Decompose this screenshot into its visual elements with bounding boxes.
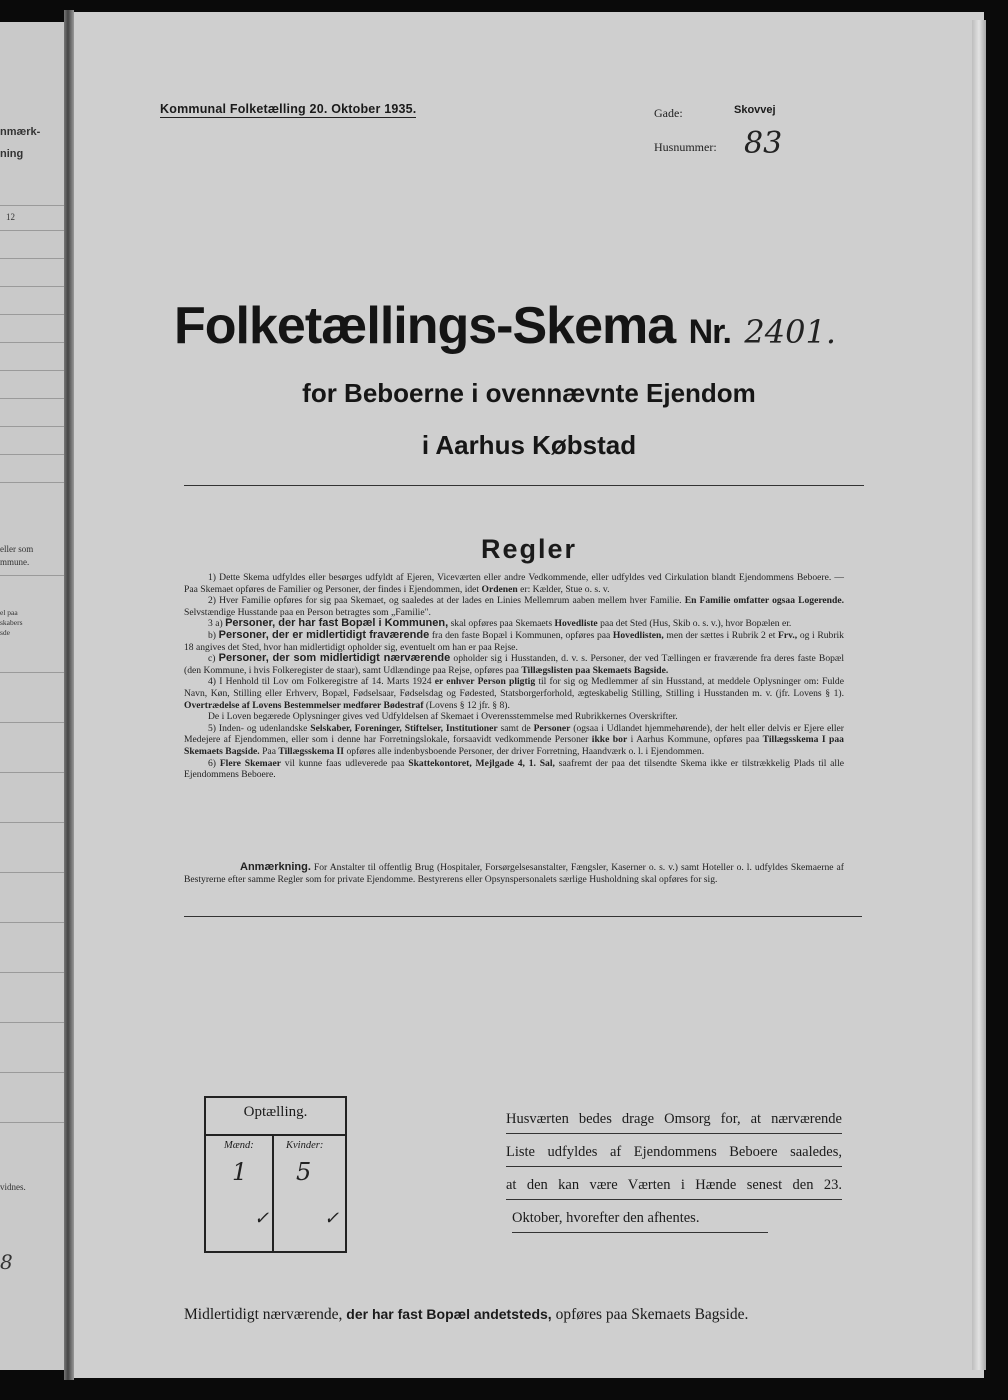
left-text: vidnes. bbox=[0, 1182, 26, 1192]
rules-heading: Regler bbox=[480, 534, 578, 564]
form-number-value: 2401. bbox=[744, 313, 837, 351]
left-rule bbox=[0, 922, 64, 923]
left-rule bbox=[0, 972, 64, 973]
left-rule bbox=[0, 370, 64, 371]
divider bbox=[184, 916, 862, 917]
left-text: mmune. bbox=[0, 557, 30, 567]
footer-note-start: Midlertidigt nærværende, bbox=[184, 1306, 343, 1323]
tally-men-label: Mænd: bbox=[224, 1140, 254, 1151]
left-rule bbox=[0, 822, 64, 823]
landlord-notice-line: Oktober, hvorefter den afhentes. bbox=[512, 1204, 768, 1233]
left-rule bbox=[0, 872, 64, 873]
left-rule bbox=[0, 230, 64, 231]
left-rule bbox=[0, 1022, 64, 1023]
house-number-value: 83 bbox=[744, 126, 783, 161]
form-title-text: Folketællings-Skema bbox=[174, 297, 676, 355]
footer-note bbox=[184, 1306, 864, 1324]
tally-check-icon: ✓ bbox=[324, 1208, 340, 1229]
left-col-num: 12 bbox=[6, 212, 15, 222]
left-rule bbox=[0, 772, 64, 773]
left-rule bbox=[0, 1072, 64, 1073]
left-scribble: 8 bbox=[0, 1250, 13, 1274]
tally-check-icon: ✓ bbox=[254, 1208, 270, 1229]
left-rule bbox=[0, 575, 64, 576]
left-rule bbox=[0, 1122, 64, 1123]
left-rule bbox=[0, 672, 64, 673]
rules-text: 1) Dette Skema udfyldes eller besørges udfyldt af Ejeren, Viceværten eller andre Vedkommende, eller udfyldes ved Cirkulation blandt Ejendommens Beboere. — Paa Skemaet opføres de Familier og Personer, der findes i Ejendommen, idet Ordenen er: Kælder, Stue o. s. v. 2) Hver Familie opføres for sig paa Skemaet, og saaledes at der lades en Linies Mellemrum aaben mellem hver Familie. En Familie omfatter ogsaa Logerende. Selvstændige Husstande paa en Person betragtes som „Familie". 3 a) Personer, der har fast Bopæl i Kommunen, skal opføres paa Skemaets Hovedliste paa det Sted (Hus, Skib o. s. v.), hvor Bopælen er. b) Personer, der er midlertidigt fraværende fra den faste Bopæl i Kommunen, opføres paa Hovedlisten, men der sættes i Rubrik 2 et Frv., og i Rubrik 18 angives det Sted, hvor han midlertidigt opholder sig, eventuelt om han er paa Rejse. c) Personer, der som midlertidigt nærværende opholder sig i Husstanden, d. v. s. Personer, der ved Tællingen er fraværende fra deres faste Bopæl (den Kommune, i hvis Folkeregister de staar), samt Udlændinge paa Rejse, opføres paa Tillægslisten paa Skemaets Bagside. 4) I Henhold til Lov om Folkeregistre af 14. Marts 1924 er enhver Person pligtig til for sig og Medlemmer af sin Husstand, at meddele Oplysninger om: Fulde Navn, Køn, Stilling eller Erhverv, Bopæl, Fødselsaar, Fødselsdag og Fødested, Statsborgerforhold, ægteskabelig Stilling, Stilling i Husstanden m. v. (jfr. Lovens § 1). Overtrædelse af Lovens Bestemmelser medfører Bødestraf (Lovens § 12 jfr. § 8). De i Loven begærede Oplysninger gives ved Udfyldelsen af Skemaet i Overensstemmelse med Rubrikkernes Overskrifter. 5) Inden- og udenlandske Selskaber, Foreninger, Stiftelser, Institutioner samt de Personer (ogsaa i Udlandet hjemmehørende), der helt eller delvis er Ejere eller Medejere af Ejendommen, eller som i denne har Forretningslokale, forsaavidt vedkommende Personer ikke bor i Aarhus Kommune, opføres paa Tillægsskema I paa Skemaets Bagside. Paa Tillægsskema II opføres alle indenbysboende Personer, der driver Forretning, Haandværk o. l. i Ejendommen. 6) Flere Skemaer vil kunne faas udleverede paa Skattekontoret, Mejlgade 4, 1. Sal, saafremt der paa det tilsendte Skema ikke er tilstrækkelig Plads til alle Ejendommens Beboere. bbox=[184, 572, 845, 781]
footer-note-end: opføres paa Skemaets Bagside. bbox=[555, 1306, 749, 1323]
form-title bbox=[174, 296, 836, 356]
tally-box bbox=[204, 1096, 347, 1253]
left-rule bbox=[0, 482, 64, 483]
landlord-notice-line: Husværten bedes drage Omsorg for, at nærværende bbox=[506, 1105, 842, 1134]
left-page bbox=[0, 22, 65, 1370]
street-value: Skovvej bbox=[734, 104, 776, 116]
tally-divider bbox=[206, 1134, 345, 1136]
street-label: Gade: bbox=[654, 106, 683, 120]
tally-title: Optælling. bbox=[243, 1104, 308, 1120]
left-rule bbox=[0, 426, 64, 427]
left-rule bbox=[0, 286, 64, 287]
left-rule bbox=[0, 398, 64, 399]
left-rule bbox=[0, 258, 64, 259]
form-subtitle: for Beboerne i ovennævnte Ejendom bbox=[302, 378, 756, 408]
remark-text: Anmærkning. For Anstalter til offentlig Brug (Hospitaler, Forsørgelsesanstalter, Fængsler, Kaserner o. s. v.) samt Hoteller o. l. udfyldes Skemaerne af Bestyrerne efter samme Regler som for private Ejendomme. Bestyrerens eller Opsynspersonalets særlige Husholdning skal opføres for sig. bbox=[184, 861, 844, 885]
landlord-notice bbox=[506, 1105, 842, 1237]
tally-men-value: 1 bbox=[232, 1158, 248, 1186]
left-rule bbox=[0, 454, 64, 455]
form-subtitle-city: i Aarhus Købstad bbox=[421, 430, 637, 460]
tally-women-label: Kvinder: bbox=[286, 1140, 324, 1151]
census-header: Kommunal Folketælling 20. Oktober 1935. bbox=[160, 102, 417, 116]
left-heading: nmærk- bbox=[0, 126, 41, 138]
left-heading-2: ning bbox=[0, 148, 24, 160]
left-text: sde bbox=[0, 628, 10, 637]
census-form-page bbox=[74, 12, 984, 1378]
landlord-notice-line: Liste udfyldes af Ejendommens Beboere saaledes, bbox=[506, 1138, 842, 1167]
left-rule bbox=[0, 342, 64, 343]
landlord-notice-line: at den kan være Værten i Hænde senest den 23. bbox=[506, 1171, 842, 1200]
left-rule bbox=[0, 205, 64, 206]
book-gutter bbox=[64, 10, 74, 1380]
divider bbox=[184, 485, 864, 486]
house-number-label: Husnummer: bbox=[654, 140, 717, 154]
footer-note-bold: der har fast Bopæl andetsteds, bbox=[346, 1306, 552, 1322]
page-edge bbox=[972, 20, 986, 1370]
tally-women-value: 5 bbox=[296, 1158, 312, 1186]
left-rule bbox=[0, 314, 64, 315]
left-text: el paa bbox=[0, 608, 18, 617]
left-rule bbox=[0, 722, 64, 723]
tally-divider bbox=[272, 1134, 274, 1251]
left-text: skabers bbox=[0, 618, 23, 627]
form-number-label: Nr. bbox=[688, 313, 731, 351]
left-text: eller som bbox=[0, 544, 34, 554]
